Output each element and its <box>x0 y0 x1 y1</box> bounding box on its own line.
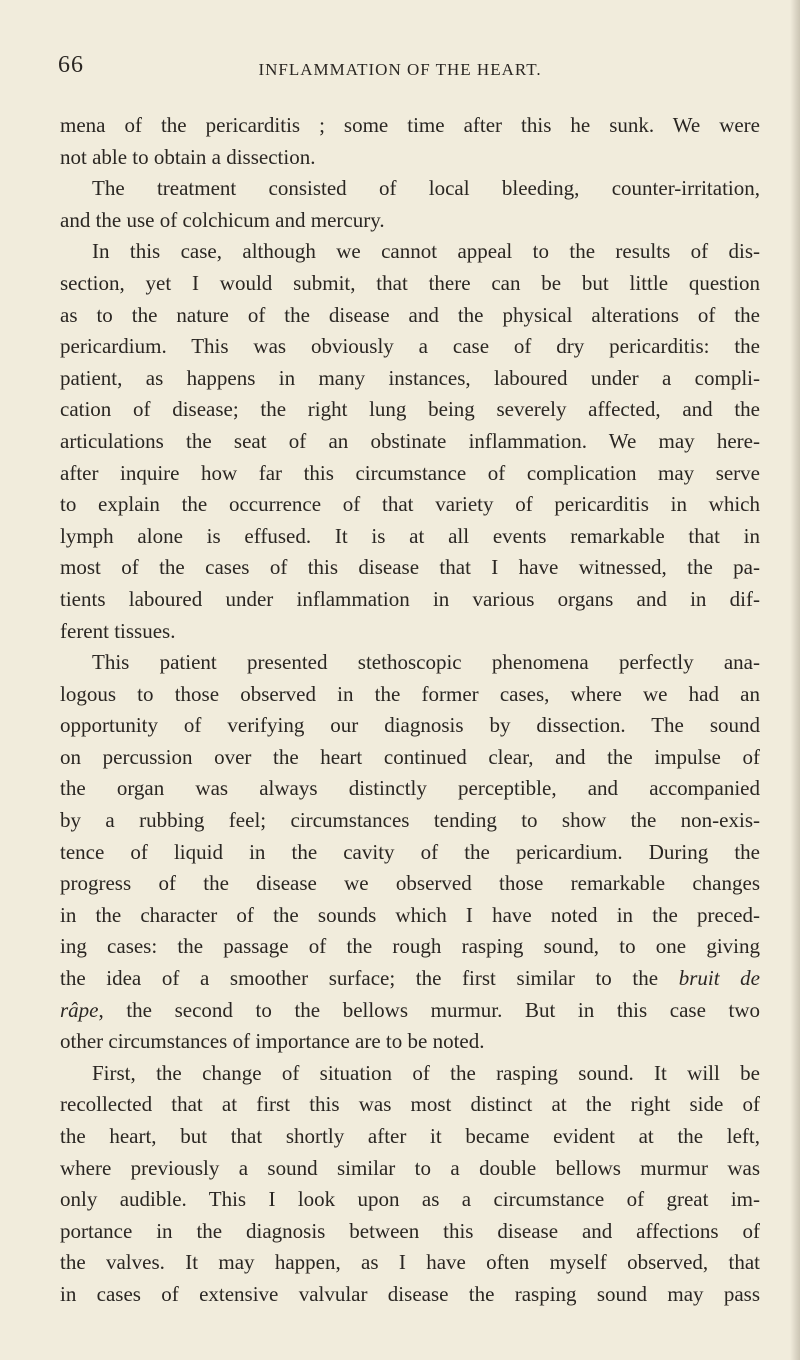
text-line: mena of the pericarditis ; some time after this he sunk. We were <box>60 113 760 137</box>
page-edge-shadow <box>790 0 800 1360</box>
text-line: articulations the seat of an obstinate inflammation. We may here- <box>60 428 760 453</box>
page-number: 66 <box>58 52 84 78</box>
text-line-with-italic <box>60 963 760 995</box>
text-line: cation of disease; the right lung being severely affected, and the <box>60 397 760 422</box>
text-line: on percussion over the heart continued clear, and the impulse of <box>60 744 760 769</box>
text-line: by a rubbing feel; circumstances tending to show the non-exis- <box>60 808 760 833</box>
text-line: to explain the occurrence of that variety of pericarditis in which <box>60 492 760 517</box>
text-line: progress of the disease we observed those remarkable changes <box>60 871 760 896</box>
text-line: ferent tissues. <box>60 618 176 643</box>
text-line: most of the cases of this disease that I have witnessed, the pa- <box>60 555 760 580</box>
text-line: the organ was always distinctly perceptible, and accompanied <box>60 776 760 801</box>
text-line: tence of liquid in the cavity of the pericardium. During the <box>60 839 760 864</box>
text-line: This patient presented stethoscopic phenomena perfectly ana- <box>92 650 760 675</box>
text-line: the valves. It may happen, as I have often myself observed, that <box>60 1250 760 1275</box>
text-line: other circumstances of importance are to be noted. <box>60 1029 485 1054</box>
text-line: The treatment consisted of local bleeding, counter-irritation, <box>92 176 760 201</box>
text-line: lymph alone is effused. It is at all events remarkable that in <box>60 523 760 548</box>
text-line: in the character of the sounds which I have noted in the preced- <box>60 902 760 927</box>
text-line: section, yet I would submit, that there can be but little question <box>60 270 760 295</box>
text-line: In this case, although we cannot appeal to the results of dis- <box>92 239 760 264</box>
text-line: opportunity of verifying our diagnosis by dissection. The sound <box>60 713 760 738</box>
running-head: INFLAMMATION OF THE HEART. <box>258 60 542 79</box>
text-line: First, the change of situation of the rasping sound. It will be <box>92 1060 760 1085</box>
text-line: only audible. This I look upon as a circumstance of great im- <box>60 1187 760 1212</box>
text-line: logous to those observed in the former cases, where we had an <box>60 681 760 706</box>
text-line: patient, as happens in many instances, laboured under a compli- <box>60 365 760 390</box>
text-line: after inquire how far this circumstance of complication may serve <box>60 460 760 485</box>
body-text <box>60 110 760 1311</box>
italic-term: râpe <box>60 997 99 1022</box>
text-line: pericardium. This was obviously a case of dry pericarditis: the <box>60 334 760 359</box>
italic-term: bruit de <box>678 966 760 991</box>
text-line: in cases of extensive valvular disease the rasping sound may pass <box>60 1281 760 1306</box>
text-line: tients laboured under inflammation in various organs and in dif- <box>60 586 760 611</box>
text-line: as to the nature of the disease and the physical alterations of the <box>60 302 760 327</box>
text-line: the heart, but that shortly after it became evident at the left, <box>60 1124 760 1148</box>
text-line: recollected that at first this was most distinct at the right side of <box>60 1092 760 1117</box>
text-line: râpe, the second to the bellows murmur. But in this case two <box>60 997 760 1022</box>
text-line: ing cases: the passage of the rough rasping sound, to one giving <box>60 934 760 959</box>
text-line-segment: the idea of a smoother surface; the first similar to the <box>60 966 659 991</box>
text-line: portance in the diagnosis between this disease and affections of <box>60 1218 760 1243</box>
text-line: not able to obtain a dissection. <box>60 144 316 169</box>
text-line: and the use of colchicum and mercury. <box>60 207 385 232</box>
text-line: where previously a sound similar to a double bellows murmur was <box>60 1155 760 1180</box>
